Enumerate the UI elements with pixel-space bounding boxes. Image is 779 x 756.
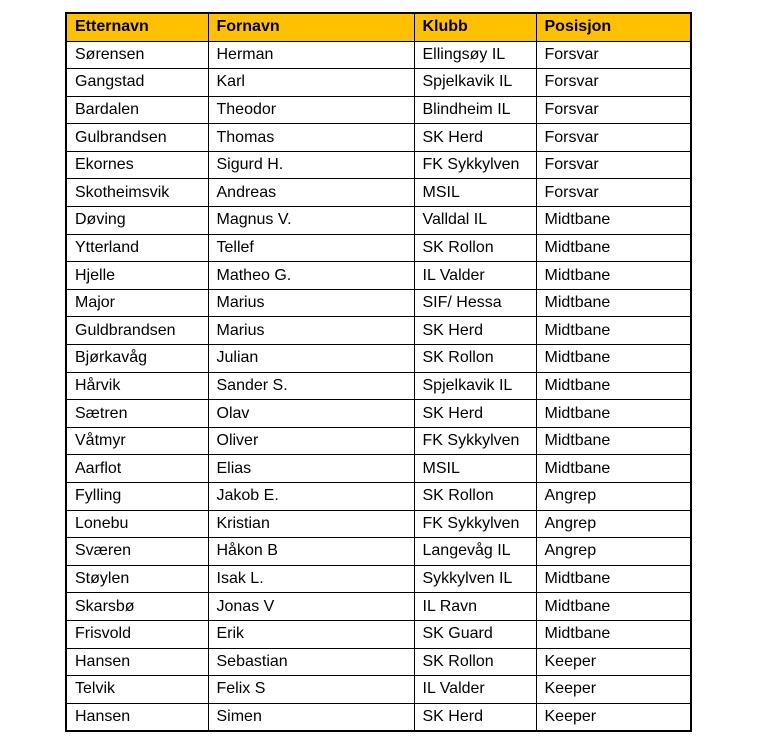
cell-posisjon: Midtbane bbox=[536, 317, 691, 345]
cell-fornavn: Marius bbox=[208, 317, 414, 345]
cell-posisjon: Midtbane bbox=[536, 593, 691, 621]
cell-posisjon: Forsvar bbox=[536, 124, 691, 152]
table-row bbox=[66, 41, 691, 69]
table-row bbox=[66, 510, 691, 538]
table-row bbox=[66, 703, 691, 731]
cell-posisjon: Midtbane bbox=[536, 427, 691, 455]
cell-klubb: Valldal IL bbox=[414, 207, 536, 235]
cell-posisjon: Forsvar bbox=[536, 96, 691, 124]
cell-etternavn: Frisvold bbox=[66, 620, 208, 648]
cell-etternavn: Hansen bbox=[66, 703, 208, 731]
cell-klubb: SK Herd bbox=[414, 400, 536, 428]
table-row bbox=[66, 593, 691, 621]
table-row bbox=[66, 345, 691, 373]
table-row bbox=[66, 151, 691, 179]
cell-klubb: SK Herd bbox=[414, 124, 536, 152]
cell-posisjon: Keeper bbox=[536, 676, 691, 704]
cell-etternavn: Hansen bbox=[66, 648, 208, 676]
table-row bbox=[66, 372, 691, 400]
cell-posisjon: Keeper bbox=[536, 648, 691, 676]
table-row bbox=[66, 179, 691, 207]
table-row bbox=[66, 262, 691, 290]
cell-etternavn: Major bbox=[66, 289, 208, 317]
cell-posisjon: Forsvar bbox=[536, 151, 691, 179]
table-row bbox=[66, 455, 691, 483]
table-row bbox=[66, 69, 691, 97]
header-row bbox=[66, 13, 691, 41]
cell-fornavn: Elias bbox=[208, 455, 414, 483]
cell-etternavn: Guldbrandsen bbox=[66, 317, 208, 345]
table-row bbox=[66, 427, 691, 455]
cell-posisjon: Midtbane bbox=[536, 234, 691, 262]
cell-etternavn: Gangstad bbox=[66, 69, 208, 97]
cell-posisjon: Midtbane bbox=[536, 565, 691, 593]
table-row bbox=[66, 124, 691, 152]
cell-fornavn: Simen bbox=[208, 703, 414, 731]
table-row bbox=[66, 620, 691, 648]
document-page bbox=[65, 12, 692, 732]
cell-klubb: SK Rollon bbox=[414, 648, 536, 676]
cell-posisjon: Forsvar bbox=[536, 179, 691, 207]
cell-etternavn: Ytterland bbox=[66, 234, 208, 262]
cell-etternavn: Døving bbox=[66, 207, 208, 235]
cell-klubb: IL Ravn bbox=[414, 593, 536, 621]
cell-fornavn: Jakob E. bbox=[208, 483, 414, 511]
cell-posisjon: Angrep bbox=[536, 483, 691, 511]
cell-klubb: SK Herd bbox=[414, 703, 536, 731]
cell-fornavn: Sigurd H. bbox=[208, 151, 414, 179]
cell-klubb: FK Sykkylven bbox=[414, 151, 536, 179]
cell-klubb: SK Rollon bbox=[414, 483, 536, 511]
cell-posisjon: Midtbane bbox=[536, 372, 691, 400]
table-row bbox=[66, 400, 691, 428]
cell-fornavn: Jonas V bbox=[208, 593, 414, 621]
cell-etternavn: Skotheimsvik bbox=[66, 179, 208, 207]
cell-etternavn: Lonebu bbox=[66, 510, 208, 538]
table-row bbox=[66, 207, 691, 235]
cell-klubb: SK Guard bbox=[414, 620, 536, 648]
table-row bbox=[66, 96, 691, 124]
cell-fornavn: Erik bbox=[208, 620, 414, 648]
cell-posisjon: Midtbane bbox=[536, 400, 691, 428]
cell-fornavn: Sebastian bbox=[208, 648, 414, 676]
cell-klubb: FK Sykkylven bbox=[414, 427, 536, 455]
table-row bbox=[66, 483, 691, 511]
cell-fornavn: Felix S bbox=[208, 676, 414, 704]
cell-etternavn: Hårvik bbox=[66, 372, 208, 400]
cell-etternavn: Støylen bbox=[66, 565, 208, 593]
table-row bbox=[66, 676, 691, 704]
cell-etternavn: Aarflot bbox=[66, 455, 208, 483]
cell-etternavn: Gulbrandsen bbox=[66, 124, 208, 152]
column-header-klubb: Klubb bbox=[414, 13, 536, 41]
cell-fornavn: Theodor bbox=[208, 96, 414, 124]
cell-fornavn: Andreas bbox=[208, 179, 414, 207]
cell-klubb: MSIL bbox=[414, 455, 536, 483]
cell-klubb: FK Sykkylven bbox=[414, 510, 536, 538]
cell-etternavn: Ekornes bbox=[66, 151, 208, 179]
table-row bbox=[66, 234, 691, 262]
cell-fornavn: Julian bbox=[208, 345, 414, 373]
cell-klubb: Ellingsøy IL bbox=[414, 41, 536, 69]
cell-etternavn: Våtmyr bbox=[66, 427, 208, 455]
column-header-fornavn: Fornavn bbox=[208, 13, 414, 41]
cell-fornavn: Isak L. bbox=[208, 565, 414, 593]
cell-etternavn: Hjelle bbox=[66, 262, 208, 290]
cell-klubb: Spjelkavik IL bbox=[414, 69, 536, 97]
column-header-etternavn: Etternavn bbox=[66, 13, 208, 41]
cell-fornavn: Karl bbox=[208, 69, 414, 97]
cell-etternavn: Bardalen bbox=[66, 96, 208, 124]
cell-etternavn: Skarsbø bbox=[66, 593, 208, 621]
cell-fornavn: Tellef bbox=[208, 234, 414, 262]
table-row bbox=[66, 565, 691, 593]
cell-posisjon: Forsvar bbox=[536, 69, 691, 97]
cell-klubb: Langevåg IL bbox=[414, 538, 536, 566]
cell-fornavn: Matheo G. bbox=[208, 262, 414, 290]
cell-etternavn: Bjørkavåg bbox=[66, 345, 208, 373]
cell-klubb: Spjelkavik IL bbox=[414, 372, 536, 400]
cell-posisjon: Midtbane bbox=[536, 345, 691, 373]
table-row bbox=[66, 538, 691, 566]
cell-fornavn: Magnus V. bbox=[208, 207, 414, 235]
cell-klubb: IL Valder bbox=[414, 262, 536, 290]
player-roster-table bbox=[65, 12, 692, 732]
cell-posisjon: Midtbane bbox=[536, 262, 691, 290]
cell-klubb: SIF/ Hessa bbox=[414, 289, 536, 317]
table-row bbox=[66, 648, 691, 676]
cell-fornavn: Kristian bbox=[208, 510, 414, 538]
cell-klubb: SK Rollon bbox=[414, 345, 536, 373]
cell-fornavn: Olav bbox=[208, 400, 414, 428]
cell-etternavn: Fylling bbox=[66, 483, 208, 511]
cell-fornavn: Thomas bbox=[208, 124, 414, 152]
cell-posisjon: Midtbane bbox=[536, 289, 691, 317]
cell-posisjon: Midtbane bbox=[536, 455, 691, 483]
cell-posisjon: Forsvar bbox=[536, 41, 691, 69]
cell-posisjon: Midtbane bbox=[536, 207, 691, 235]
cell-klubb: Sykkylven IL bbox=[414, 565, 536, 593]
cell-fornavn: Håkon B bbox=[208, 538, 414, 566]
cell-etternavn: Sørensen bbox=[66, 41, 208, 69]
cell-klubb: MSIL bbox=[414, 179, 536, 207]
cell-posisjon: Angrep bbox=[536, 538, 691, 566]
table-row bbox=[66, 289, 691, 317]
cell-klubb: Blindheim IL bbox=[414, 96, 536, 124]
cell-fornavn: Herman bbox=[208, 41, 414, 69]
cell-posisjon: Angrep bbox=[536, 510, 691, 538]
cell-etternavn: Telvik bbox=[66, 676, 208, 704]
cell-fornavn: Marius bbox=[208, 289, 414, 317]
cell-posisjon: Midtbane bbox=[536, 620, 691, 648]
cell-fornavn: Sander S. bbox=[208, 372, 414, 400]
column-header-posisjon: Posisjon bbox=[536, 13, 691, 41]
cell-fornavn: Oliver bbox=[208, 427, 414, 455]
cell-klubb: SK Rollon bbox=[414, 234, 536, 262]
cell-etternavn: Sværen bbox=[66, 538, 208, 566]
cell-klubb: SK Herd bbox=[414, 317, 536, 345]
cell-klubb: IL Valder bbox=[414, 676, 536, 704]
table-row bbox=[66, 317, 691, 345]
cell-etternavn: Sætren bbox=[66, 400, 208, 428]
cell-posisjon: Keeper bbox=[536, 703, 691, 731]
